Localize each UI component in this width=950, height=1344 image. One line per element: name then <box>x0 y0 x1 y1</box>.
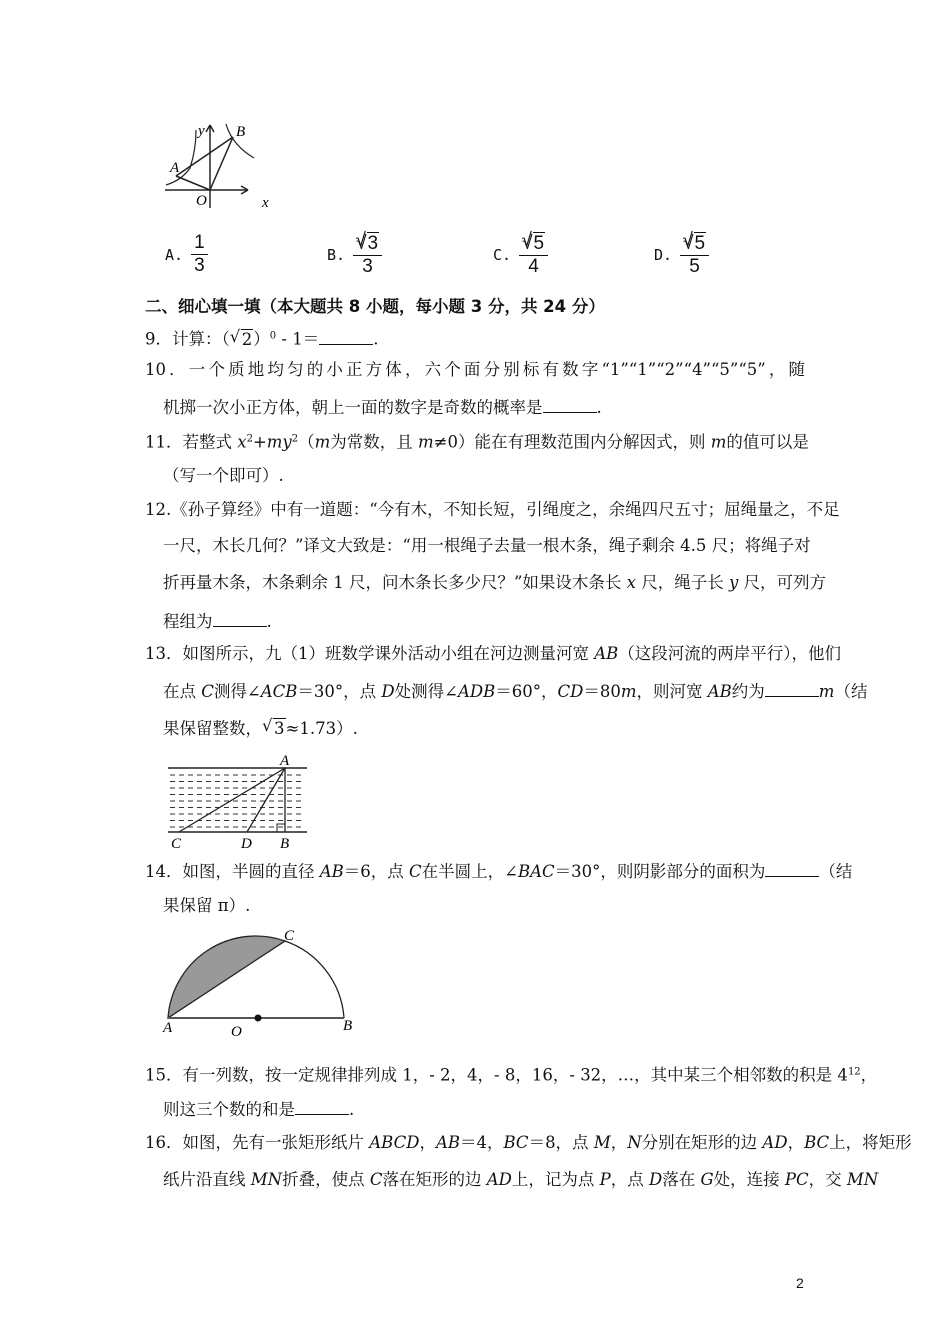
fraction <box>519 232 548 278</box>
option-letter: C. <box>493 246 512 264</box>
q15-line <box>145 1062 878 1086</box>
text: 的值可以是 <box>726 432 809 452</box>
text: ＝8，点 <box>528 1133 594 1152</box>
text: 12.《孙子算经》中有一道题：“今有木，不知长短，引绳度之，余绳四尺五寸；屈绳量之，不足 <box>145 500 840 519</box>
option-letter: B. <box>327 246 346 264</box>
label-B: B <box>280 836 290 852</box>
denominator: 5 <box>689 256 700 277</box>
q13-line <box>145 644 842 664</box>
text: 9．计算：（ <box>145 329 230 349</box>
text: ， <box>860 1065 878 1085</box>
text: 尺，可列方 <box>738 573 827 592</box>
text: - 1＝ <box>276 329 320 349</box>
section-heading: 二、细心填一填（本大题共 8 小题，每小题 3 分，共 24 分） <box>145 297 605 316</box>
text: 尺，绳子长 <box>635 573 729 592</box>
q14-line <box>163 896 250 916</box>
text: 16．如图，先有一张矩形纸片 <box>145 1133 370 1152</box>
math-variable: BAC <box>518 862 555 881</box>
q14-semicircle-figure <box>160 925 360 1040</box>
q10-line <box>163 396 602 418</box>
answer-blank[interactable] <box>765 680 819 697</box>
math-variable: x <box>237 432 247 452</box>
math-variable: C <box>201 682 214 701</box>
square-root: √ 3 <box>273 718 286 739</box>
answer-blank[interactable] <box>213 610 267 627</box>
label-x: x <box>262 195 269 211</box>
text: ＝6，点 <box>343 862 410 881</box>
option-b[interactable] <box>327 232 382 278</box>
text: ，交 <box>808 1170 847 1189</box>
text: 13．如图所示，九（1）班数学课外活动小组在河边测量河宽 <box>145 644 595 663</box>
text: （结 <box>819 862 853 881</box>
answer-blank[interactable] <box>295 1098 349 1115</box>
label-D: D <box>241 836 252 852</box>
text: 11．若整式 <box>145 432 238 452</box>
text: 程组为 <box>163 612 213 631</box>
q15-line <box>163 1098 354 1120</box>
math-variable: D <box>381 682 395 701</box>
text: ， <box>787 1133 805 1152</box>
text: ， <box>419 1133 436 1152</box>
math-variable: m <box>620 682 637 701</box>
math-variable: m <box>314 432 331 452</box>
q11-line <box>163 466 284 486</box>
superscript: 2 <box>291 433 299 444</box>
text: 机掷一次小正方体，朝上一面的数字是奇数的概率是 <box>163 398 543 417</box>
label-A: A <box>170 160 180 176</box>
option-c[interactable] <box>493 232 548 278</box>
option-letter: A. <box>165 245 184 264</box>
math-variable: m <box>818 682 835 701</box>
text: 折再量木条，木条剩余 1 尺，问木条长多少尺？”如果设木条长 <box>163 573 627 592</box>
text: 在点 <box>163 682 202 701</box>
fraction <box>191 232 208 277</box>
answer-blank[interactable] <box>765 860 819 877</box>
numerator: √√ 5 <box>519 232 548 256</box>
label-O: O <box>231 1024 242 1040</box>
q13-river-figure <box>160 752 320 852</box>
numerator: √√ 5 <box>680 232 709 256</box>
math-variable: ADB <box>457 682 496 701</box>
text: （结 <box>834 682 868 701</box>
answer-blank[interactable] <box>319 328 373 345</box>
math-variable: MN <box>250 1170 283 1189</box>
text: 上，将矩形 <box>829 1133 912 1152</box>
denominator: 3 <box>194 255 205 276</box>
math-variable: my <box>266 432 292 452</box>
label-B: B <box>343 1018 353 1034</box>
q12-line <box>163 610 272 632</box>
math-variable: ABCD <box>369 1133 420 1152</box>
square-root: √ 2 <box>241 329 254 350</box>
text: 15．有一列数，按一定规律排列成 1，- 2，4，- 8，16，- 32，…，其中某三个相邻数的积是 4 <box>145 1065 848 1085</box>
text: 则这三个数的和是 <box>163 1100 295 1119</box>
text: （写一个即可）. <box>163 466 284 485</box>
math-variable: m <box>710 432 727 452</box>
numerator: 1 <box>191 232 208 255</box>
denominator: 4 <box>528 256 539 277</box>
text: . <box>373 329 379 349</box>
text: ＝60°， <box>495 682 558 701</box>
numerator: √√ 3 <box>353 232 382 256</box>
math-variable: N <box>627 1133 642 1152</box>
text: ＝30°，点 <box>297 682 382 701</box>
q9-line <box>145 326 378 350</box>
radicand: √ 3 <box>367 232 380 255</box>
text: . <box>266 612 272 631</box>
label-y: y <box>198 123 205 139</box>
text: 处，连接 <box>713 1170 785 1189</box>
radicand: √ 5 <box>694 232 707 255</box>
math-variable: BC <box>503 1133 529 1152</box>
q12-line <box>145 500 840 520</box>
q12-line <box>163 536 811 556</box>
text: 一尺，木长几何？”译文大致是：“用一根绳子去量一根木条，绳子剩余 4.5 尺；将绳子对 <box>163 536 811 555</box>
math-variable: AB <box>594 644 619 663</box>
label-C: C <box>284 928 295 944</box>
superscript: 12 <box>847 1066 861 1077</box>
text: 14．如图，半圆的直径 <box>145 862 320 881</box>
math-variable: P <box>599 1170 611 1189</box>
q12-line <box>163 573 827 593</box>
text: ） <box>253 329 270 349</box>
q16-line <box>145 1133 912 1153</box>
math-variable: x <box>626 573 636 592</box>
q16-line <box>163 1170 879 1190</box>
math-variable: AB <box>707 682 732 701</box>
label-O: O <box>196 193 207 209</box>
page-number: 2 <box>796 1275 804 1291</box>
q10-line <box>145 360 805 380</box>
math-variable: y <box>728 573 739 592</box>
text: 约为 <box>731 682 765 701</box>
math-variable: PC <box>784 1170 809 1189</box>
text: ，则河宽 <box>636 682 708 701</box>
denominator: 3 <box>362 256 373 277</box>
text: 果保留 π）. <box>163 896 251 915</box>
math-variable: D <box>648 1170 663 1189</box>
fraction <box>353 232 382 278</box>
text: 落在 <box>662 1170 701 1189</box>
math-variable: AD <box>486 1170 512 1189</box>
math-variable: G <box>700 1170 714 1189</box>
text: ≠0）能在有理数范围内分解因式，则 <box>433 432 711 452</box>
answer-blank[interactable] <box>543 396 597 413</box>
label-A: A <box>280 753 290 769</box>
label-A: A <box>163 1020 173 1036</box>
text: （这段河流的两岸平行），他们 <box>618 644 842 663</box>
q8-coordinate-figure <box>155 115 285 215</box>
math-variable: M <box>593 1133 611 1152</box>
text: . <box>596 398 602 417</box>
math-variable: BC <box>804 1133 830 1152</box>
label-B: B <box>236 124 246 140</box>
q11-line <box>145 429 809 453</box>
math-variable: C <box>409 862 422 881</box>
math-variable: AB <box>319 862 344 881</box>
text: 处测得∠ <box>394 682 458 701</box>
text: ＝4， <box>460 1133 504 1152</box>
text: ≈1.73）. <box>285 719 358 738</box>
option-a[interactable] <box>165 232 208 277</box>
text: 在半圆上，∠ <box>421 862 518 881</box>
math-variable: CD <box>557 682 584 701</box>
q13-line <box>163 718 358 739</box>
text: ，点 <box>610 1170 649 1189</box>
q14-line <box>145 860 853 882</box>
label-C: C <box>171 836 182 852</box>
text: 上，记为点 <box>511 1170 600 1189</box>
text: ， <box>610 1133 628 1152</box>
text: ＝30°，则阴影部分的面积为 <box>554 862 766 881</box>
option-letter: D. <box>654 246 673 264</box>
text: ＝80 <box>583 682 621 701</box>
text: 分别在矩形的边 <box>641 1133 763 1152</box>
text: 纸片沿直线 <box>163 1170 251 1189</box>
math-variable: AB <box>435 1133 460 1152</box>
text: 折叠，使点 <box>282 1170 370 1189</box>
text: 果保留整数， <box>163 719 262 738</box>
text: （ <box>298 432 315 452</box>
math-variable: MN <box>846 1170 879 1189</box>
text: 10．一个质地均匀的小正方体，六个面分别标有数字“1”“1”“2”“4”“5”“5”，随 <box>145 360 805 379</box>
text: . <box>349 1100 355 1119</box>
math-variable: m <box>418 432 434 452</box>
radicand: √ 5 <box>533 232 546 255</box>
q13-line <box>163 680 868 702</box>
superscript: 0 <box>269 330 277 341</box>
text: 落在矩形的边 <box>382 1170 487 1189</box>
text: + <box>252 432 267 452</box>
math-variable: ACB <box>260 682 298 701</box>
option-d[interactable] <box>654 232 709 278</box>
math-variable: C <box>369 1170 383 1189</box>
math-variable: AD <box>762 1133 788 1152</box>
fraction <box>680 232 709 278</box>
text: 为常数，且 <box>330 432 419 452</box>
superscript: 2 <box>246 433 253 444</box>
text: 测得∠ <box>213 682 261 701</box>
